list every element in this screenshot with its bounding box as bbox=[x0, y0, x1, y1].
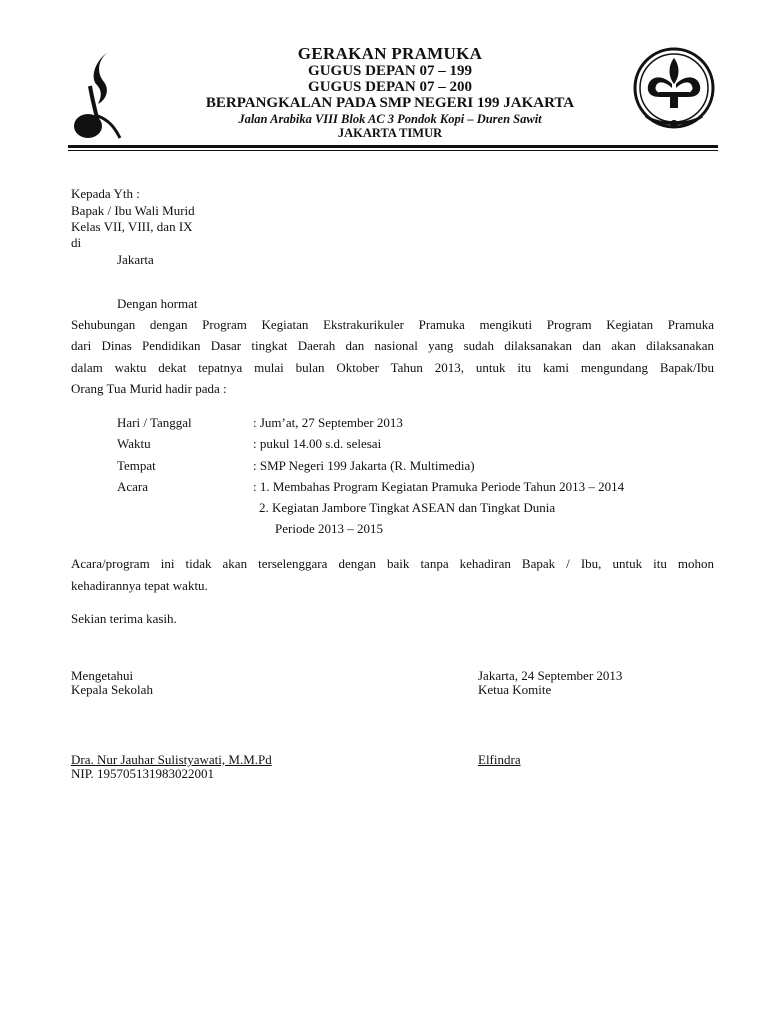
letterhead-rule bbox=[68, 145, 718, 148]
letterhead-rule-thin bbox=[68, 150, 718, 151]
detail-label-time: Waktu bbox=[117, 436, 151, 451]
paragraph-1-line-3: dalam waktu dekat tepatnya mulai bulan Oktober Tahun 2013, untuk itu kami mengundang Bapak/Ibu bbox=[71, 360, 714, 375]
recipient-line-2: Bapak / Ibu Wali Murid bbox=[71, 203, 195, 218]
gugus-depan-2: GUGUS DEPAN 07 – 200 bbox=[308, 79, 472, 95]
city: JAKARTA TIMUR bbox=[337, 126, 443, 140]
sign-right-line-2: Ketua Komite bbox=[478, 682, 552, 697]
detail-label-event: Acara bbox=[117, 479, 149, 494]
gugus-depan-1: GUGUS DEPAN 07 – 199 bbox=[308, 63, 472, 79]
base-school: BERPANGKALAN PADA SMP NEGERI 199 JAKARTA bbox=[205, 95, 575, 111]
detail-label-place: Tempat bbox=[117, 458, 156, 473]
paragraph-1-line-4: Orang Tua Murid hadir pada : bbox=[71, 381, 227, 396]
paragraph-1-line-2: dari Dinas Pendidikan Dasar tingkat Daerah dan nasional yang sudah dilaksanakan dan akan dilaksanakan bbox=[71, 338, 714, 353]
detail-label-day: Hari / Tanggal bbox=[117, 415, 192, 430]
recipient-line-1: Kepada Yth : bbox=[71, 186, 140, 201]
salutation: Dengan hormat bbox=[117, 296, 198, 311]
sign-left-name: Dra. Nur Jauhar Sulistyawati, M.M.Pd bbox=[71, 752, 272, 767]
paragraph-2-line-2: kehadirannya tepat waktu. bbox=[71, 578, 208, 593]
detail-value-time: : pukul 14.00 s.d. selesai bbox=[253, 436, 382, 451]
tunas-kelapa-icon bbox=[68, 46, 126, 142]
letterhead bbox=[150, 44, 630, 140]
sign-left-line-1: Mengetahui bbox=[71, 668, 134, 683]
recipient-city: Jakarta bbox=[117, 252, 154, 267]
sign-right-line-1: Jakarta, 24 September 2013 bbox=[478, 668, 623, 683]
recipient-line-4: di bbox=[71, 235, 82, 250]
sign-left-line-2: Kepala Sekolah bbox=[71, 682, 153, 697]
paragraph-1-line-1: Sehubungan dengan Program Kegiatan Ekstrakurikuler Pramuka mengikuti Program Kegiatan Pramuka bbox=[71, 317, 714, 332]
sign-left-nip: NIP. 195705131983022001 bbox=[71, 766, 215, 781]
paragraph-2-line-1: Acara/program ini tidak akan terselenggara dengan baik tanpa kehadiran Bapak / Ibu, untuk itu mohon bbox=[71, 556, 714, 571]
org-name: GERAKAN PRAMUKA bbox=[297, 44, 483, 63]
address: Jalan Arabika VIII Blok AC 3 Pondok Kopi – Duren Sawit bbox=[238, 112, 542, 126]
closing: Sekian terima kasih. bbox=[71, 611, 177, 626]
sign-right-name: Elfindra bbox=[478, 752, 521, 767]
detail-value-place: : SMP Negeri 199 Jakarta (R. Multimedia) bbox=[253, 458, 475, 473]
recipient-line-3: Kelas VII, VIII, dan IX bbox=[71, 219, 193, 234]
detail-value-event-3: Periode 2013 – 2015 bbox=[275, 521, 383, 536]
detail-value-day: : Jum’at, 27 September 2013 bbox=[253, 415, 403, 430]
detail-value-event-2: 2. Kegiatan Jambore Tingkat ASEAN dan Tingkat Dunia bbox=[259, 500, 556, 515]
scout-fleur-de-lis-icon bbox=[628, 46, 720, 134]
detail-value-event-1: : 1. Membahas Program Kegiatan Pramuka Periode Tahun 2013 – 2014 bbox=[253, 479, 625, 494]
